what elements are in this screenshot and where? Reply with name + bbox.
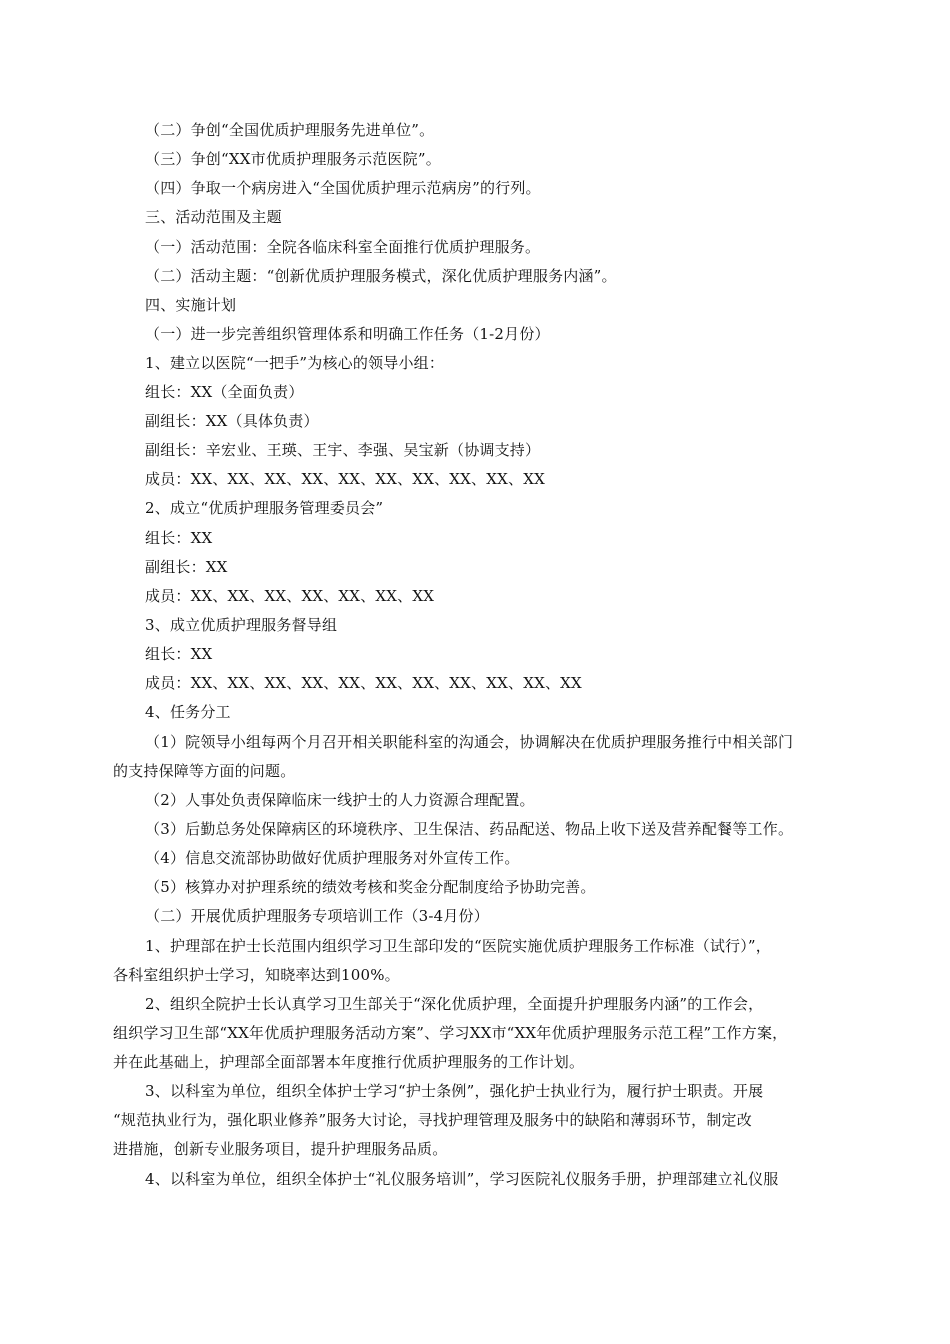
subsection-heading: （一）进一步完善组织管理体系和明确工作任务（1-2月份）	[145, 325, 550, 343]
text-line: 组织学习卫生部“XX年优质护理服务活动方案”、学习XX市“XX年优质护理服务示范工程”工作方案，	[113, 1024, 788, 1042]
text-line: 2、组织全院护士长认真学习卫生部关于“深化优质护理，全面提升护理服务内涵”的工作会，	[145, 995, 764, 1013]
subsection-heading: （二）开展优质护理服务专项培训工作（3-4月份）	[145, 907, 489, 925]
text-line: 副组长：辛宏业、王瑛、王宇、李强、吴宝新（协调支持）	[145, 441, 541, 459]
text-line: （四）争取一个病房进入“全国优质护理示范病房”的行列。	[145, 179, 541, 197]
text-line: 4、任务分工	[145, 703, 231, 721]
text-line: 组长：XX（全面负责）	[145, 383, 304, 401]
text-line: （二）活动主题：“创新优质护理服务模式，深化优质护理服务内涵”。	[145, 267, 617, 285]
section-heading: 四、实施计划	[145, 296, 237, 314]
text-line: 各科室组织护士学习，知晓率达到100%。	[113, 966, 400, 984]
text-line: 3、以科室为单位，组织全体护士学习“护士条例”，强化护士执业行为，履行护士职责。开展	[145, 1082, 764, 1100]
text-line: 3、成立优质护理服务督导组	[145, 616, 338, 634]
text-line: 成员：XX、XX、XX、XX、XX、XX、XX、XX、XX、XX	[145, 470, 545, 488]
text-line: 组长：XX	[145, 645, 213, 663]
section-heading: 三、活动范围及主题	[145, 208, 282, 226]
text-line: （1）院领导小组每两个月召开相关职能科室的沟通会，协调解决在优质护理服务推行中相关部门	[145, 733, 794, 751]
text-line: 1、护理部在护士长范围内组织学习卫生部印发的“医院实施优质护理服务工作标准（试行）”，	[145, 937, 771, 955]
text-line: 的支持保障等方面的问题。	[113, 762, 296, 780]
text-line: 成员：XX、XX、XX、XX、XX、XX、XX	[145, 587, 435, 605]
text-line: 进措施，创新专业服务项目，提升护理服务品质。	[113, 1140, 448, 1158]
text-line: （2）人事处负责保障临床一线护士的人力资源合理配置。	[145, 791, 535, 809]
text-line: 2、成立“优质护理服务管理委员会”	[145, 499, 384, 517]
text-line: 副组长：XX	[145, 558, 228, 576]
text-line: （5）核算办对护理系统的绩效考核和奖金分配制度给予协助完善。	[145, 878, 596, 896]
text-line: 组长：XX	[145, 529, 213, 547]
text-line: 成员：XX、XX、XX、XX、XX、XX、XX、XX、XX、XX、XX	[145, 674, 582, 692]
text-line: （4）信息交流部协助做好优质护理服务对外宣传工作。	[145, 849, 520, 867]
text-line: 并在此基础上，护理部全面部署本年度推行优质护理服务的工作计划。	[113, 1053, 585, 1071]
text-line: （二）争创“全国优质护理服务先进单位”。	[145, 121, 435, 139]
text-line: （三）争创“XX市优质护理服务示范医院”。	[145, 150, 441, 168]
text-line: 4、以科室为单位，组织全体护士“礼仪服务培训”，学习医院礼仪服务手册，护理部建立礼仪服	[145, 1170, 779, 1188]
text-line: 副组长：XX（具体负责）	[145, 412, 319, 430]
text-line: 1、建立以医院“一把手”为核心的领导小组：	[145, 354, 445, 372]
text-line: （3）后勤总务处保障病区的环境秩序、卫生保洁、药品配送、物品上收下送及营养配餐等工作。	[145, 820, 794, 838]
text-line: “规范执业行为，强化职业修养”服务大讨论，寻找护理管理及服务中的缺陷和薄弱环节，制定改	[113, 1111, 752, 1129]
text-line: （一）活动范围：全院各临床科室全面推行优质护理服务。	[145, 238, 541, 256]
